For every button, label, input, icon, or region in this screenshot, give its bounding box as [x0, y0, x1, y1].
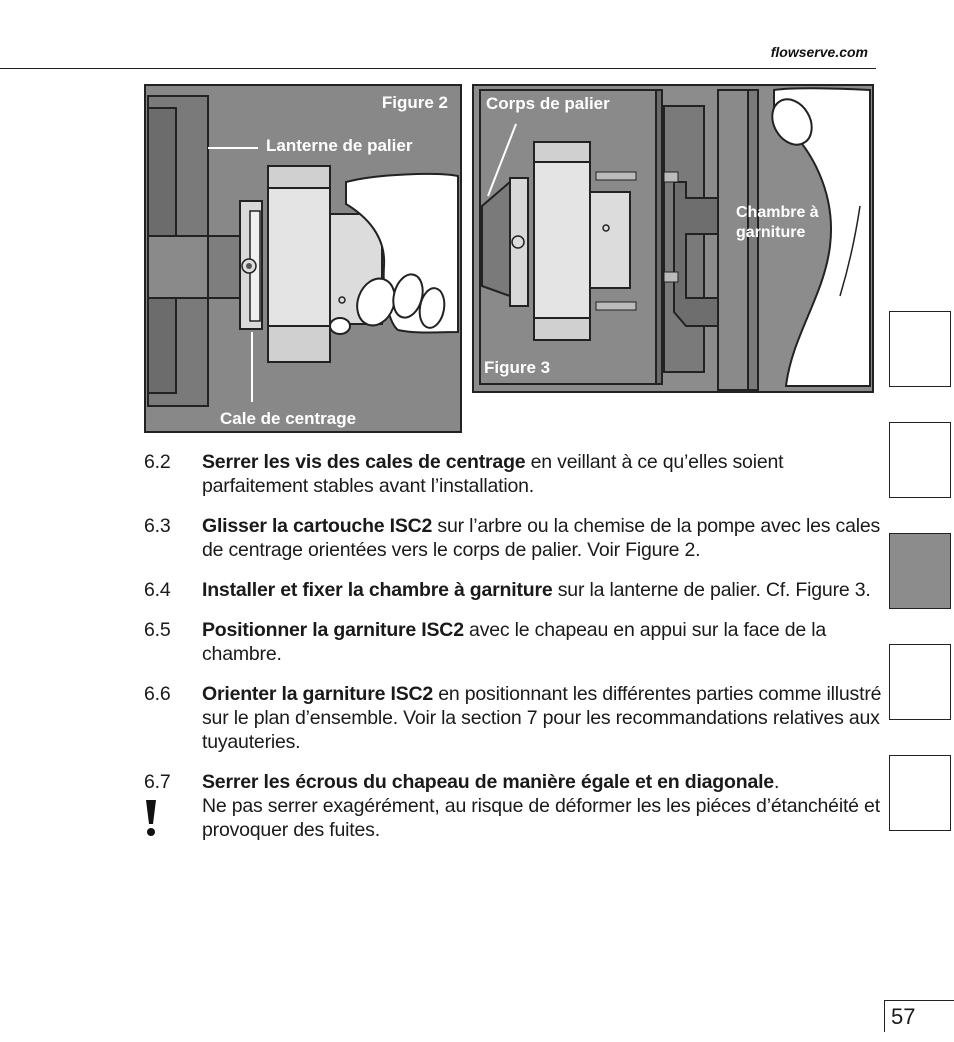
step-number: 6.7 [144, 771, 171, 793]
step-number: 6.5 [144, 619, 171, 641]
step-bold: Serrer les vis des cales de centrage [202, 451, 526, 473]
step-bold: Orienter la garniture ISC2 [202, 683, 434, 705]
step-bold: Positionner la garniture ISC2 [202, 619, 464, 641]
warning-text: Ne pas serrer exagérément, au risque de déformer les les piéces d’étanchéité et provoquer des fuites. [202, 795, 880, 841]
figure-3-title: Figure 3 [484, 358, 551, 377]
step-6-7 [144, 770, 884, 842]
step-text: en veillant à ce qu’elles soient parfaitement stables avant l’installation. [202, 451, 784, 497]
figure-3-label-chamber-line2: garniture [736, 224, 806, 241]
side-tab-4 [889, 644, 951, 720]
side-tab-1 [889, 311, 951, 387]
page-number-box [884, 1000, 954, 1032]
figure-3-label-chamber-line1: Chambre à [736, 204, 819, 221]
step-text: sur la lanterne de palier. Cf. Figure 3. [552, 579, 871, 601]
figure-3-illustration [474, 86, 872, 391]
step-text: en positionnant les différentes parties comme illustré sur le plan d’ensemble. Voir la section 7 pour les recommandations relatives aux tuyauteries. [202, 683, 882, 753]
instruction-steps [144, 450, 884, 842]
step-number: 6.4 [144, 579, 171, 601]
side-tab-5 [889, 755, 951, 831]
step-bold: Serrer les écrous du chapeau de manière égale et en diagonale [202, 771, 774, 793]
warning-exclamation-icon [144, 798, 158, 838]
side-tab-3-active [889, 533, 951, 609]
figure-2-title: Figure 2 [381, 93, 448, 112]
step-bold: Glisser la cartouche ISC2 [202, 515, 433, 537]
site-url: flowserve.com [770, 44, 868, 60]
side-tab-2 [889, 422, 951, 498]
step-6-6 [144, 682, 884, 754]
step-number: 6.3 [144, 515, 171, 537]
step-6-2 [144, 450, 884, 498]
figure-3 [472, 84, 874, 393]
header-rule [0, 68, 876, 69]
step-text: . [773, 771, 780, 793]
figure-3-label-bearing: Corps de palier [486, 94, 610, 113]
step-text: sur l’arbre ou la chemise de la pompe avec les cales de centrage orientées vers le corps de palier. Voir Figure 2. [202, 515, 881, 561]
figure-2-label-lantern: Lanterne de palier [266, 136, 413, 155]
page-number: 57 [891, 1004, 916, 1029]
step-warning [202, 794, 884, 842]
step-number: 6.6 [144, 683, 171, 705]
step-6-5 [144, 618, 884, 666]
step-bold: Installer et fixer la chambre à garniture [202, 579, 553, 601]
figure-2 [144, 84, 462, 433]
step-6-3 [144, 514, 884, 562]
step-number: 6.2 [144, 451, 171, 473]
figure-2-label-shim: Cale de centrage [220, 409, 357, 428]
step-6-4 [144, 578, 884, 602]
step-text: avec le chapeau en appui sur la face de la chambre. [202, 619, 827, 665]
